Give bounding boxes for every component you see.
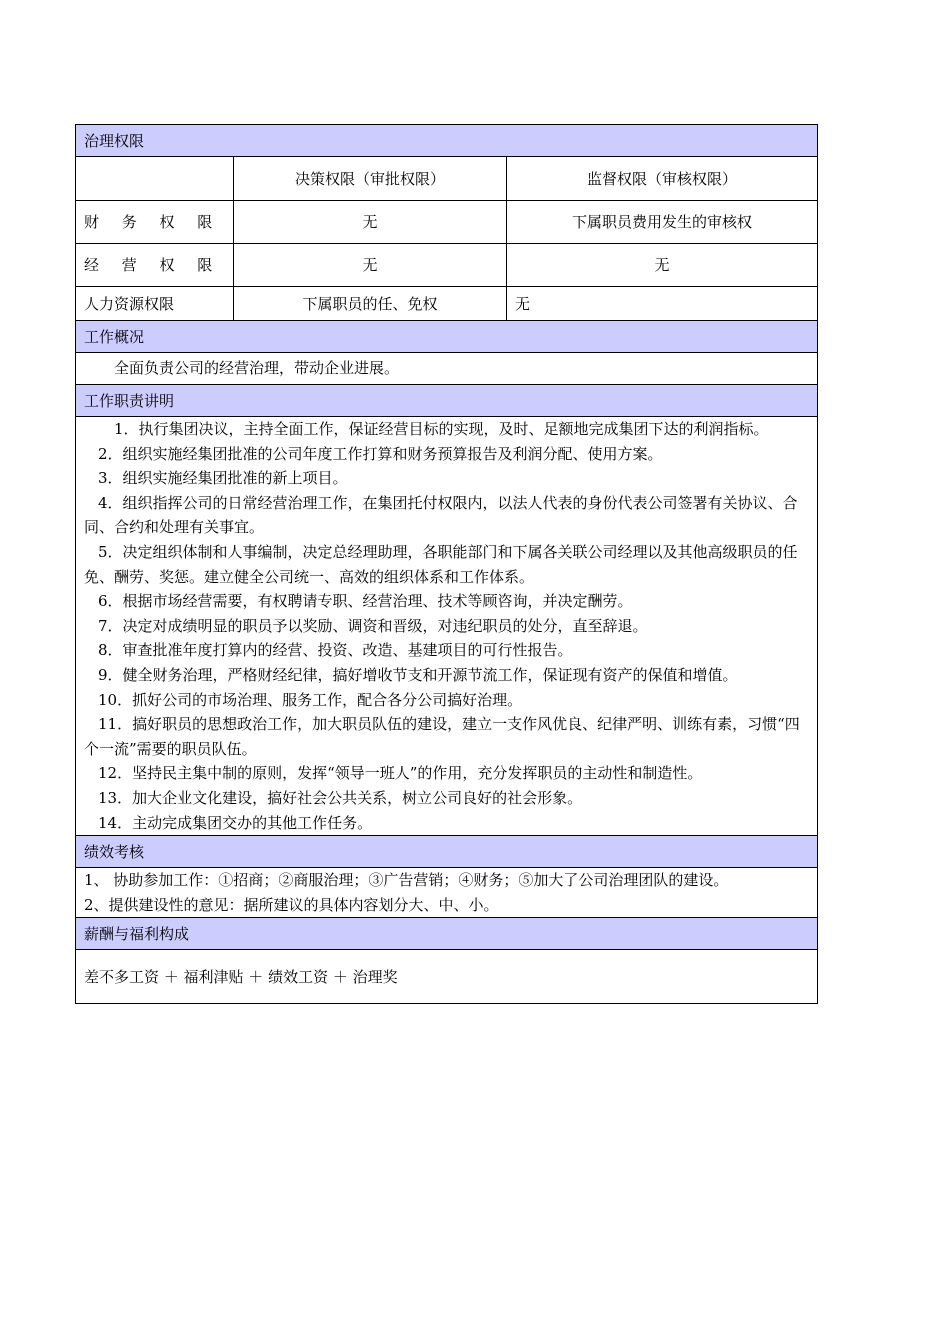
duty-item: 6．根据市场经营需要，有权聘请专职、经营治理、技术等顾咨询，并决定酬劳。 [98, 592, 633, 611]
compensation-row [76, 950, 818, 1004]
section-title-overview: 工作概况 [76, 321, 818, 353]
overview-row [76, 353, 818, 385]
duty-item: 3．组织实施经集团批准的新上项目。 [98, 469, 348, 488]
supervision-value: 下属职员费用发生的审核权 [507, 201, 818, 244]
authority-header-empty [76, 157, 234, 201]
authority-label: 经 营 权 限 [76, 244, 234, 287]
duty-item: 13．加大企业文化建设，搞好社会公共关系，树立公司良好的社会形象。 [98, 788, 583, 807]
duty-item: 5．决定组织体制和人事编制，决定总经理助理，各职能部门和下属各关联公司经理以及其他高级职员的任免、酬劳、奖惩。建立健全公司统一、高效的组织体系和工作体系。 [84, 542, 798, 586]
supervision-value: 无 [507, 287, 818, 321]
supervision-authority-header: 监督权限（审核权限） [507, 157, 818, 201]
job-description-document [75, 124, 817, 1004]
performance-cell [76, 868, 818, 918]
decision-value: 下属职员的任、免权 [234, 287, 507, 321]
authority-row-hr [76, 287, 818, 321]
decision-value: 无 [234, 244, 507, 287]
performance-item: 2、提供建设性的意见：据所建议的具体内容划分大、中、小。 [84, 895, 499, 914]
duty-item: 1．执行集团决议，主持全面工作，保证经营目标的实现，及时、足额地完成集团下达的利润指标。 [114, 420, 769, 438]
duty-item: 4．组织指挥公司的日常经营治理工作，在集团托付权限内，以法人代表的身份代表公司签署有关协议、合同、合约和处理有关事宜。 [84, 493, 798, 537]
section-title-duties: 工作职责讲明 [76, 385, 818, 417]
duties-section-row [76, 385, 818, 417]
duties-row [76, 417, 818, 836]
duty-item: 12．坚持民主集中制的原则，发挥“领导一班人”的作用，充分发挥职员的主动性和制造性。 [98, 764, 703, 783]
duty-item: 9．健全财务治理，严格财经纪律，搞好增收节支和开源节流工作，保证现有资产的保值和增值。 [98, 665, 738, 684]
section-title-authority: 治理权限 [76, 125, 818, 157]
performance-row [76, 868, 818, 918]
overview-cell [76, 353, 818, 385]
authority-label: 人力资源权限 [76, 287, 234, 321]
duty-item: 11．搞好职员的思想政治工作，加大职员队伍的建设，建立一支作风优良、纪律严明、训练有素，习惯“四个一流”需要的职员队伍。 [84, 715, 800, 758]
compensation-text: 差不多工资 ＋ 福利津贴 ＋ 绩效工资 ＋ 治理奖 [76, 950, 818, 1004]
duty-item: 14．主动完成集团交办的其他工作任务。 [98, 813, 373, 832]
authority-row-finance [76, 201, 818, 244]
supervision-value: 无 [507, 244, 818, 287]
authority-header-row [76, 157, 818, 201]
duties-cell [76, 417, 818, 836]
decision-value: 无 [234, 201, 507, 244]
performance-item: 1、 协助参加工作：①招商；②商服治理；③广告营销；④财务；⑤加大了公司治理团队的建设。 [84, 871, 729, 890]
duty-item: 2．组织实施经集团批准的公司年度工作打算和财务预算报告及利润分配、使用方案。 [98, 444, 663, 463]
overview-text: 全面负责公司的经营治理，带动企业进展。 [114, 359, 400, 378]
duty-item: 7．决定对成绩明显的职员予以奖励、调资和晋级，对违纪职员的处分，直至辞退。 [98, 616, 648, 635]
decision-authority-header: 决策权限（审批权限） [234, 157, 507, 201]
job-description-table [75, 124, 818, 1004]
section-title-compensation: 薪酬与福利构成 [76, 918, 818, 950]
authority-section-row [76, 125, 818, 157]
duty-item: 8．审查批准年度打算内的经营、投资、改造、基建项目的可行性报告。 [98, 641, 573, 660]
authority-row-operation [76, 244, 818, 287]
authority-label: 财 务 权 限 [76, 201, 234, 244]
section-title-performance: 绩效考核 [76, 836, 818, 868]
duty-item: 10．抓好公司的市场治理、服务工作，配合各分公司搞好治理。 [98, 690, 523, 709]
performance-section-row [76, 836, 818, 868]
compensation-section-row [76, 918, 818, 950]
overview-section-row [76, 321, 818, 353]
